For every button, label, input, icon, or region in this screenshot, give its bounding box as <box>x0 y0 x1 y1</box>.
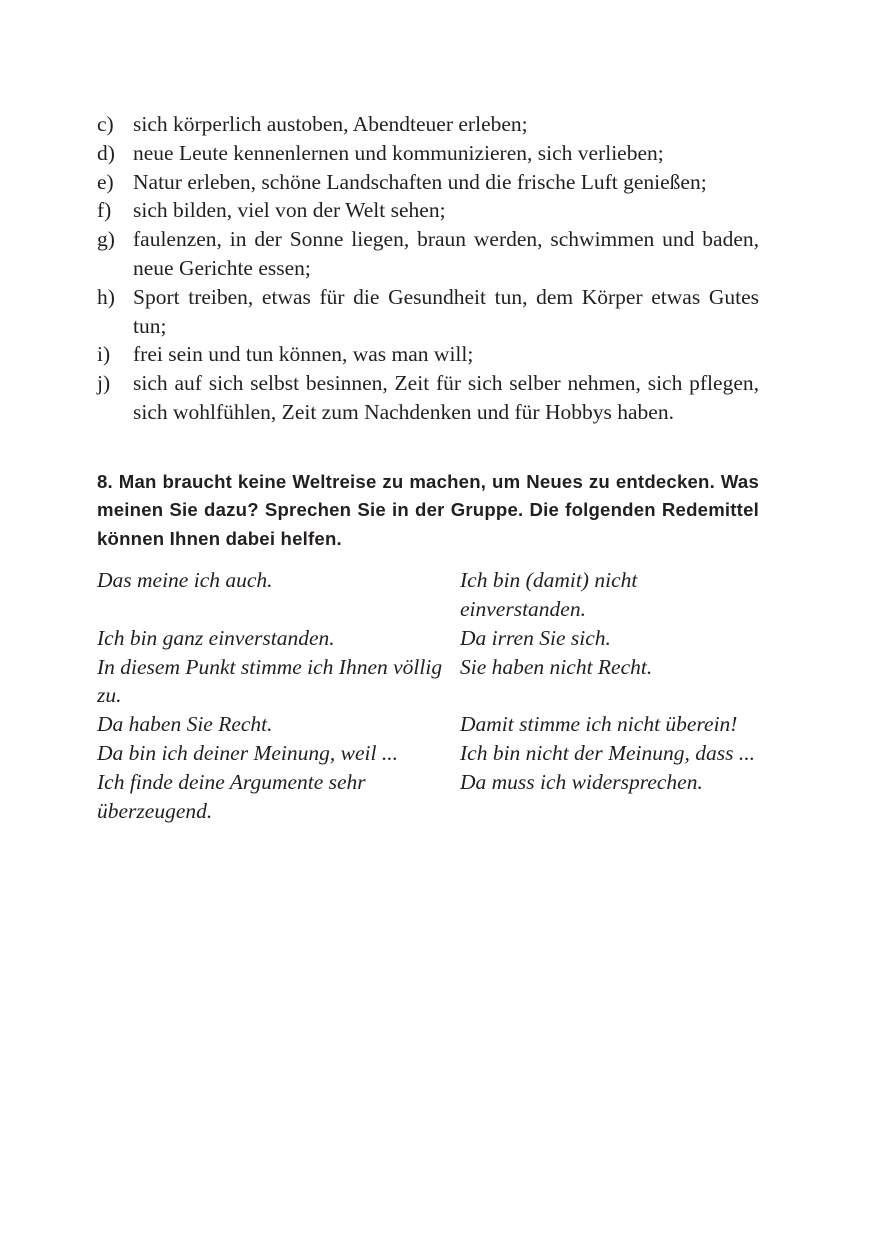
disagreement-phrase: Ich bin nicht der Meinung, dass ... <box>460 741 755 766</box>
disagreement-phrase: Da muss ich widersprechen. <box>460 769 703 794</box>
list-item-text: sich bilden, viel von der Welt sehen; <box>133 198 446 223</box>
list-item-text: neue Leute kennenlernen und kommunizieren, sich verlieben; <box>133 140 664 165</box>
agreement-phrase: In diesem Punkt stimme ich Ihnen völlig zu. <box>97 654 443 708</box>
list-item <box>97 369 759 427</box>
page-content <box>97 110 759 825</box>
list-item-text: faulenzen, in der Sonne liegen, braun werden, schwimmen und baden, neue Gerichte essen; <box>133 227 759 280</box>
activity-list <box>97 110 759 427</box>
agreement-phrase: Ich finde deine Argumente sehr überzeugend. <box>97 769 366 823</box>
list-marker: e) <box>97 169 114 194</box>
disagreement-phrase: Damit stimme ich nicht überein! <box>460 712 738 737</box>
list-marker: g) <box>97 227 115 252</box>
list-item <box>97 196 759 225</box>
list-marker: f) <box>97 198 112 223</box>
list-item-text: sich auf sich selbst besinnen, Zeit für sich selber nehmen, sich pflegen, sich wohlfühlen, Zeit zum Nachdenken und für Hobbys haben. <box>133 371 759 424</box>
list-item <box>97 283 759 341</box>
list-marker: h) <box>97 284 115 309</box>
agreement-phrase: Da haben Sie Recht. <box>97 712 273 737</box>
list-item-text: frei sein und tun können, was man will; <box>133 342 474 367</box>
list-item <box>97 340 759 369</box>
list-item-text: Sport treiben, etwas für die Gesundheit tun, dem Körper etwas Gutes tun; <box>133 284 759 338</box>
agreement-phrase: Da bin ich deiner Meinung, weil ... <box>97 741 398 766</box>
list-item <box>97 139 759 168</box>
list-marker: j) <box>97 371 111 396</box>
agreement-phrase: Das meine ich auch. <box>97 568 273 593</box>
list-item-text: sich körperlich austoben, Abendteuer erleben; <box>133 112 528 136</box>
agreement-phrase: Ich bin ganz einverstanden. <box>97 625 335 650</box>
list-item <box>97 168 759 197</box>
list-marker: c) <box>97 112 114 136</box>
list-marker: d) <box>97 140 115 165</box>
list-item <box>97 110 759 139</box>
task-instruction: 8. Man braucht keine Weltreise zu machen, um Neues zu entdecken. Was meinen Sie dazu? Sprechen Sie in der Gruppe. Die folgenden Redemittel können Ihnen dabei helfen. <box>97 470 759 549</box>
disagreement-phrase: Sie haben nicht Recht. <box>460 654 653 679</box>
disagreement-phrase: Ich bin (damit) nicht einverstanden. <box>460 568 638 622</box>
list-item <box>97 225 759 283</box>
list-marker: i) <box>97 342 111 367</box>
phrase-table <box>97 566 759 825</box>
list-item-text: Natur erleben, schöne Landschaften und die frische Luft genießen; <box>133 169 707 194</box>
disagreement-phrase: Da irren Sie sich. <box>460 625 611 650</box>
